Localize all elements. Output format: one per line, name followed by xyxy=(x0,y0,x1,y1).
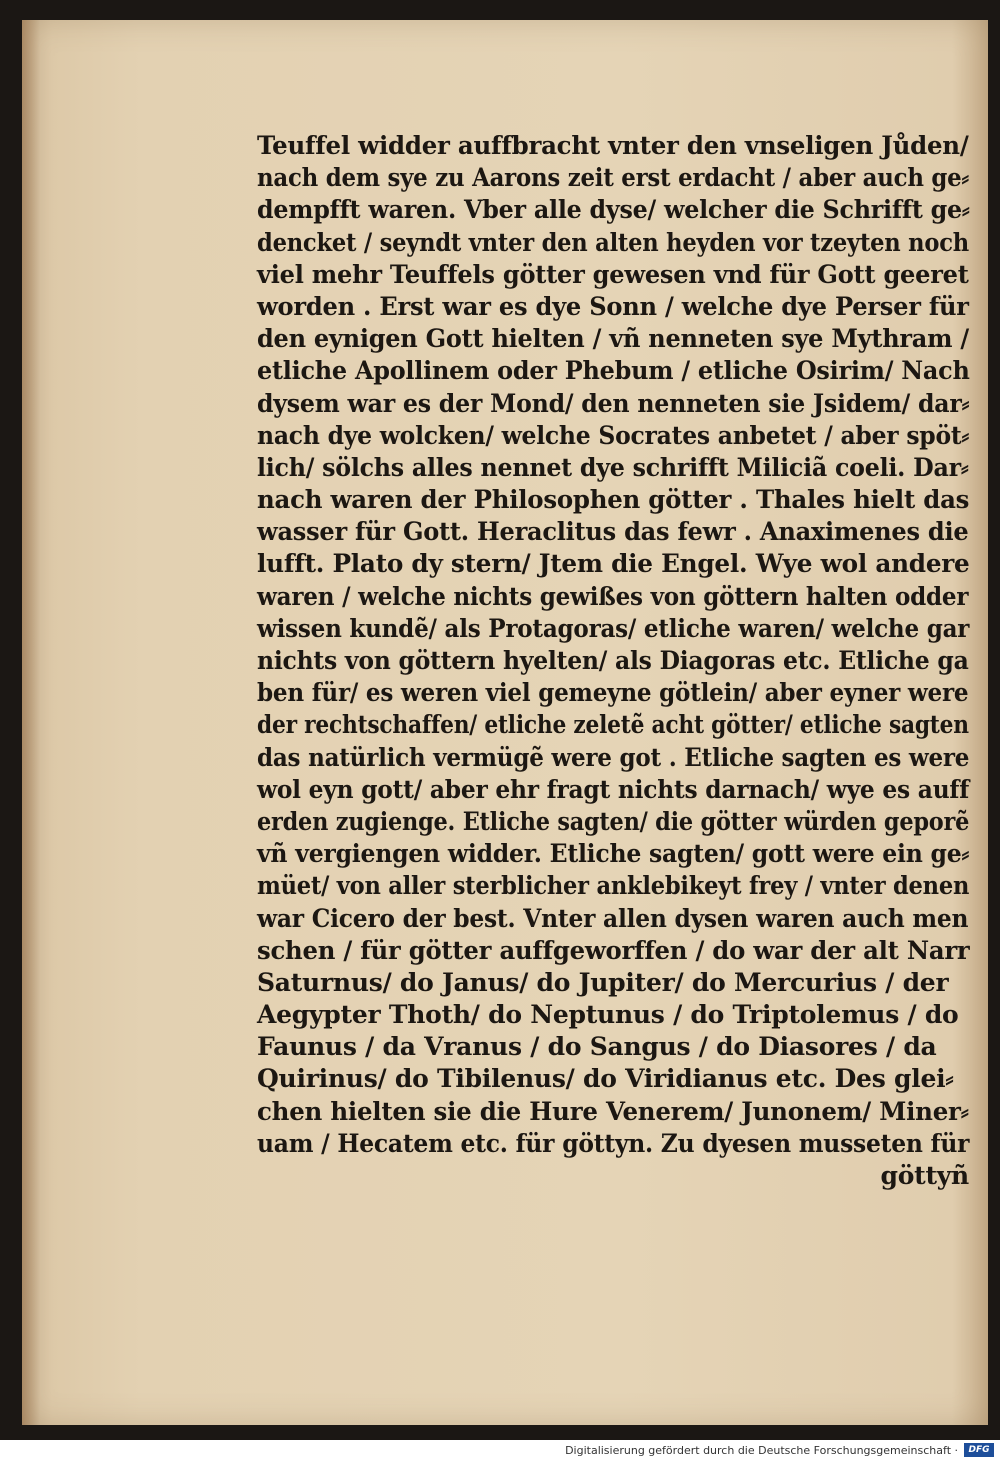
text-line: erden zugienge. Etliche sagten/ die götter würden geporẽ xyxy=(257,806,970,836)
text-line: dysem war es der Mond/ den nenneten sie Jsidem/ dar⸗ xyxy=(257,388,970,418)
text-line: uam / Hecatem etc. für göttyn. Zu dyesen musseten für xyxy=(257,1128,970,1158)
text-line: wissen kundẽ/ als Protagoras/ etliche waren/ welche gar xyxy=(257,613,970,643)
text-line: dencket / seyndt vnter den alten heyden vor tzeyten noch xyxy=(257,227,969,257)
text-line: Teuffel widder auffbracht vnter den vnseligen Jůden/ xyxy=(257,131,969,160)
catchword: göttyñ xyxy=(880,1161,969,1190)
text-line: schen / für götter auffgeworffen / do war der alt Narr xyxy=(257,935,970,965)
book-page xyxy=(22,20,988,1425)
text-line: den eynigen Gott hielten / vñ nenneten sye Mythram / xyxy=(257,324,969,354)
text-line: dempfft waren. Vber alle dyse/ welcher die Schrifft ge⸗ xyxy=(257,195,970,225)
page-text xyxy=(257,130,969,1192)
text-line: wasser für Gott. Heraclitus das fewr . Anaximenes die xyxy=(257,517,969,547)
dfg-logo: DFG xyxy=(964,1443,994,1457)
footer-bar xyxy=(0,1440,1000,1461)
text-line: Saturnus/ do Janus/ do Jupiter/ do Mercurius / der xyxy=(257,967,949,997)
text-line: nach waren der Philosophen götter . Thales hielt das xyxy=(257,485,970,515)
digitization-credit: Digitalisierung gefördert durch die Deutsche Forschungsgemeinschaft · xyxy=(565,1444,958,1457)
text-line: etliche Apollinem oder Phebum / etliche Osirim/ Nach xyxy=(257,356,970,386)
text-line: waren / welche nichts gewißes von göttern halten odder xyxy=(257,581,969,611)
text-line: Aegypter Thoth/ do Neptunus / do Triptolemus / do xyxy=(257,1000,959,1030)
text-line: wol eyn gott/ aber ehr fragt nichts darnach/ wye es auff xyxy=(257,774,970,804)
text-line: Quirinus/ do Tibilenus/ do Viridianus etc. Des glei⸗ xyxy=(257,1064,954,1094)
text-line: lich/ sölchs alles nennet dye schrifft Miliciã coeli. Dar⸗ xyxy=(257,452,969,482)
text-line: chen hielten sie die Hure Venerem/ Junonem/ Miner⸗ xyxy=(257,1096,969,1126)
text-line: müet/ von aller sterblicher anklebikeyt frey / vnter denen xyxy=(257,871,970,901)
text-line: worden . Erst war es dye Sonn / welche dye Perser für xyxy=(257,291,969,321)
text-line: nach dye wolcken/ welche Socrates anbetet / aber spöt⸗ xyxy=(257,420,970,450)
text-line: nach dem sye zu Aarons zeit erst erdacht / aber auch ge⸗ xyxy=(257,163,969,193)
text-line: ben für/ es weren viel gemeyne götlein/ aber eyner were xyxy=(257,678,969,708)
text-line: vñ vergiengen widder. Etliche sagten/ gott were ein ge⸗ xyxy=(257,839,970,869)
text-line: war Cicero der best. Vnter allen dysen waren auch men xyxy=(257,903,969,933)
text-line: der rechtschaffen/ etliche zeletẽ acht götter/ etliche sagten xyxy=(257,710,969,740)
text-line: nichts von göttern hyelten/ als Diagoras etc. Etliche ga xyxy=(257,646,969,675)
text-line: Faunus / da Vranus / do Sangus / do Diasores / da xyxy=(257,1032,937,1062)
text-line: viel mehr Teuffels götter gewesen vnd für Gott geeret xyxy=(257,259,969,289)
text-line: das natürlich vermügẽ were got . Etliche sagten es were xyxy=(257,742,970,772)
text-line: lufft. Plato dy stern/ Jtem die Engel. Wye wol andere xyxy=(257,549,970,579)
